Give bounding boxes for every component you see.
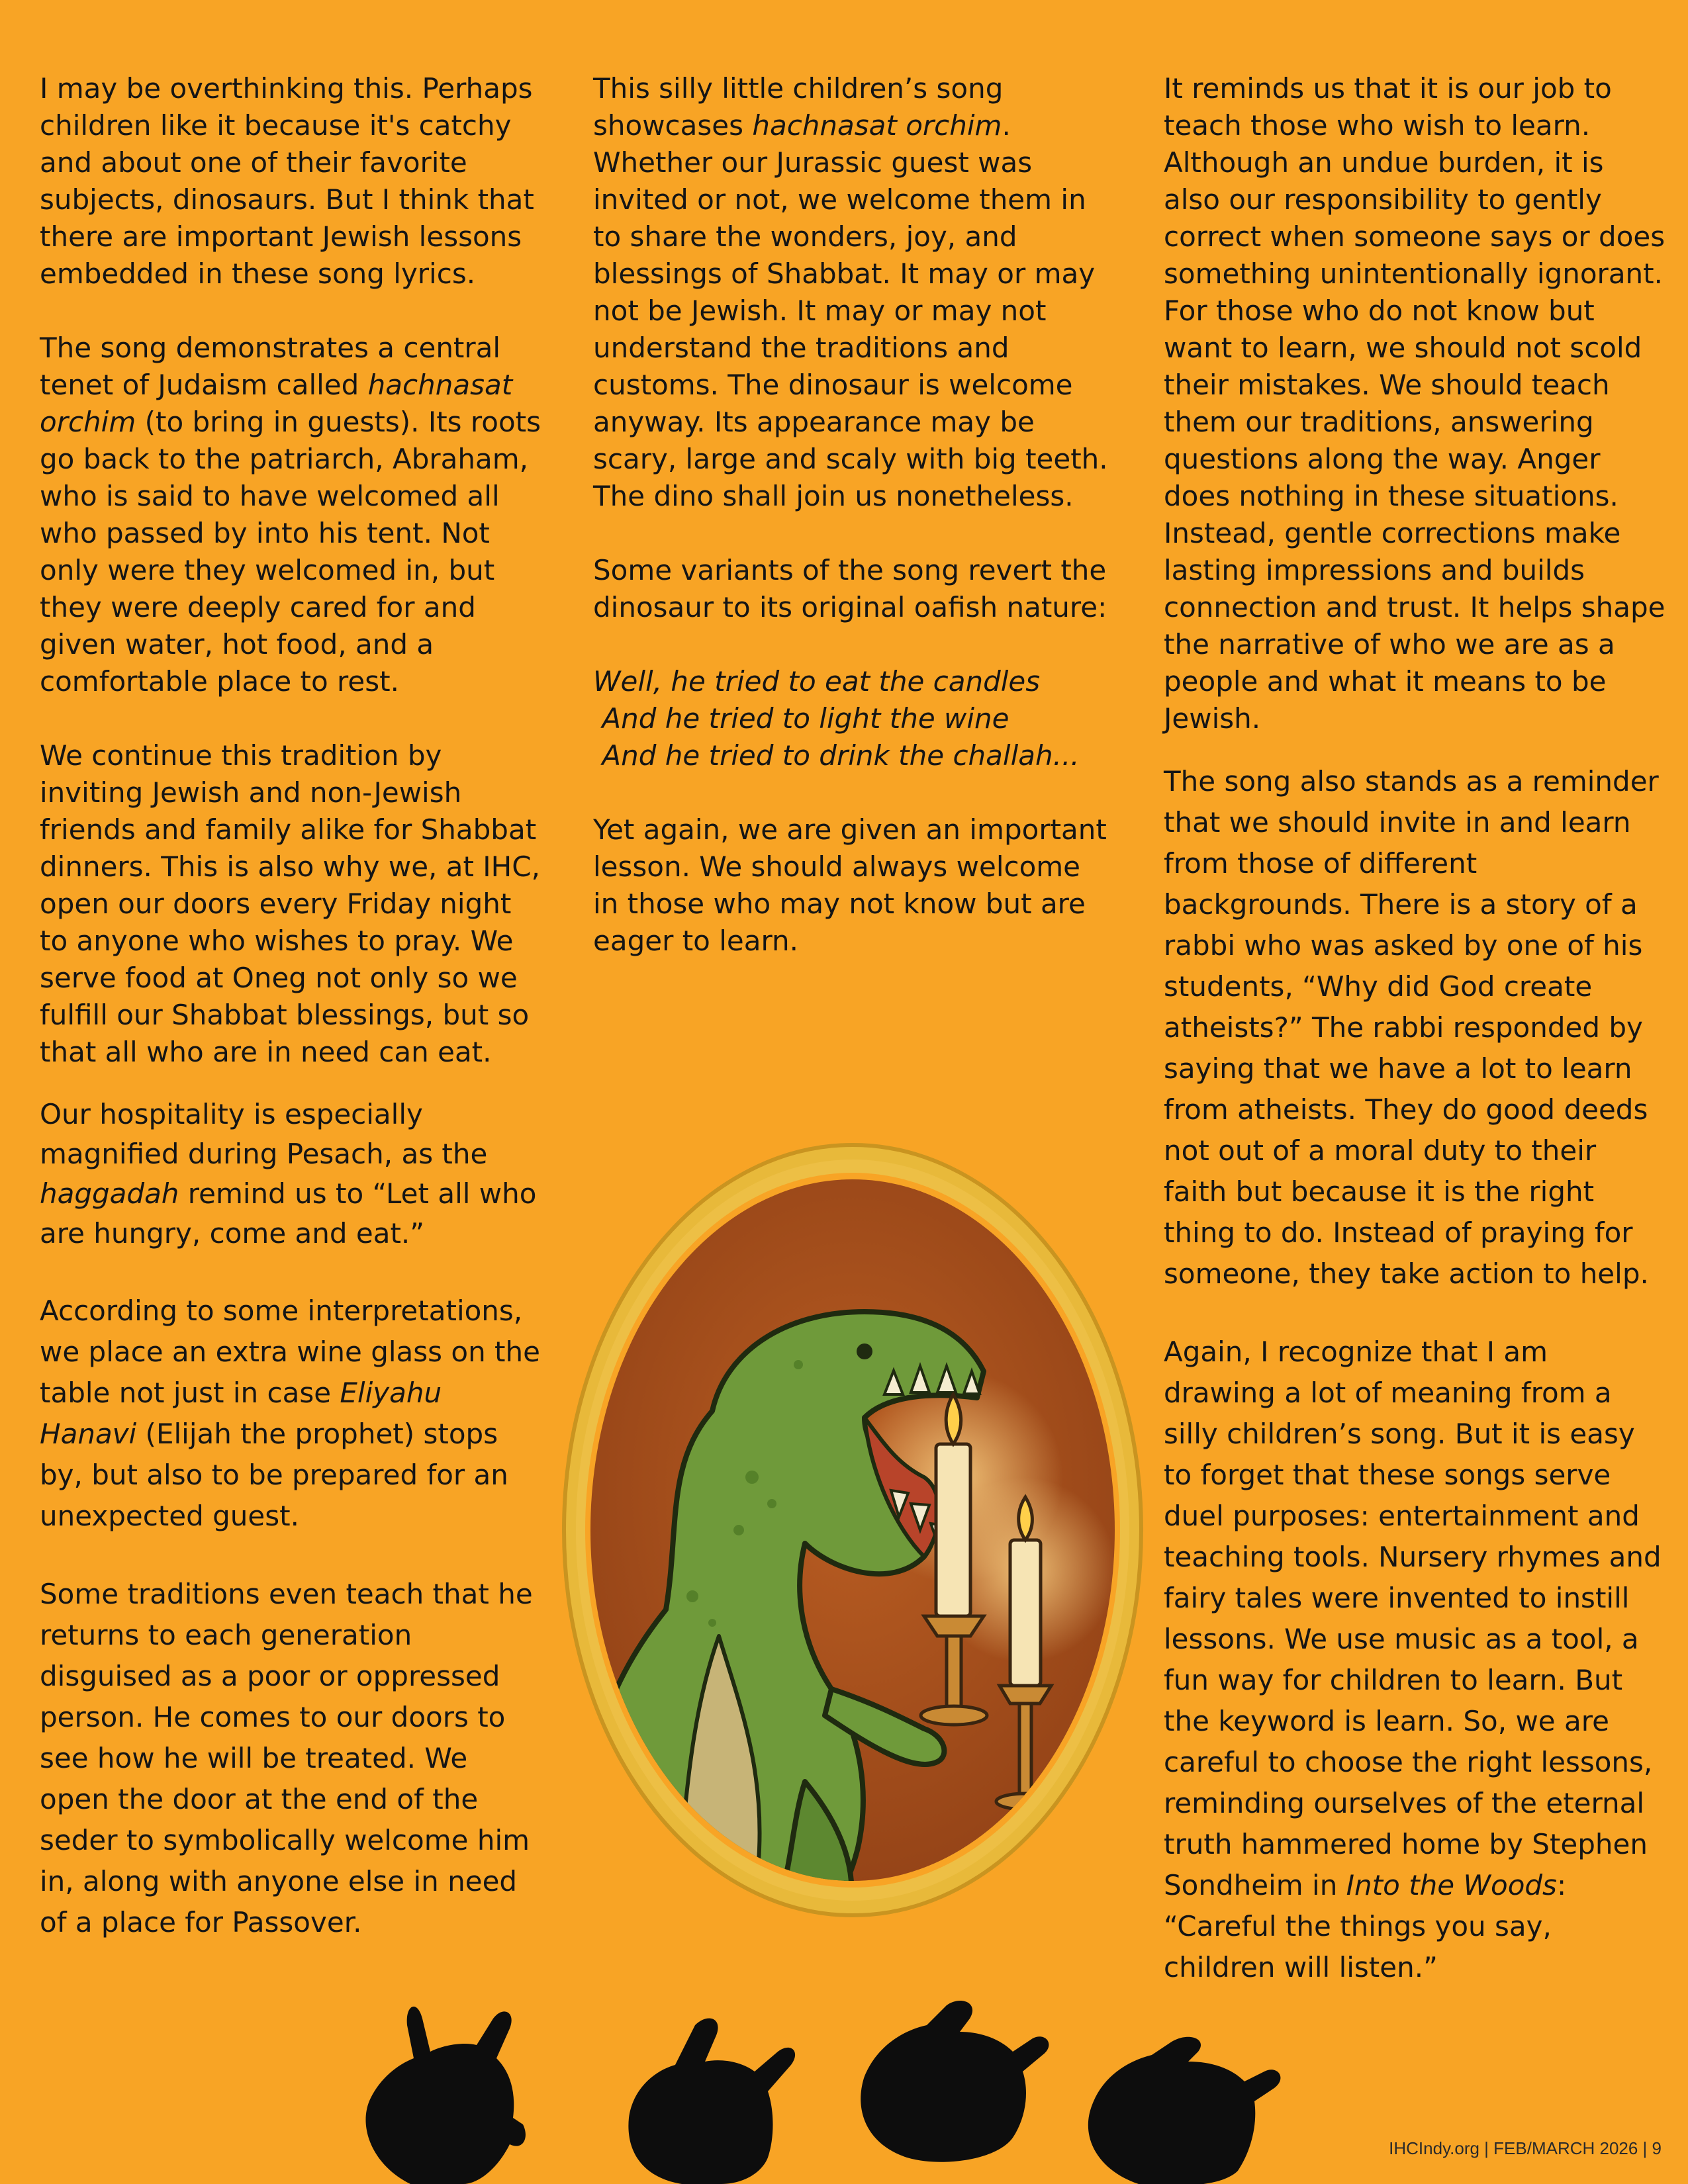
lyric-line: And he tried to drink the challah... (593, 739, 1080, 772)
column-middle (593, 70, 1109, 997)
text-run: remind us to “Let all who are hungry, come and eat.” (40, 1177, 537, 1250)
text-run: . Whether our Jurassic guest was invited or not, we welcome them in to share the wonders, joy, and blessings of Shabbat. It may or may not be Jewish. It may or may not understand the traditions and customs. The dinosaur is welcome anyway. Its appearance may be scary, large and scaly with big teeth. The dino shall join us nonetheless. (593, 109, 1108, 512)
paragraph: I may be overthinking this. Perhaps children like it because it's catchy and about one of their favorite subjects, dinosaurs. But I think that there are important Jewish lessons embedded in these song lyrics. (40, 72, 534, 290)
paragraph: Some traditions even teach that he returns to each generation disguised as a poor or oppressed person. He comes to our doors to see how he will be treated. We open the door at the end of the seder to symbolically welcome him in, along with anyone else in need of a place for Passover. (40, 1578, 533, 1938)
eye (857, 1343, 872, 1359)
text-run: Again, I recognize that I am drawing a lot of meaning from a silly children’s song. But it is easy to forget that these songs serve duel purposes: entertainment and teaching tools. Nursery rhymes and fairy tales were invented to instill lessons. We use music as a tool, a fun way for children to learn. But the keyword is learn. So, we are careful to choose the right lessons, reminding ourselves of the eternal truth hammered home by Stephen Sondheim in (1164, 1336, 1662, 1901)
italic-term: Eliyahu Hanavi (40, 1377, 442, 1450)
paragraph (40, 1095, 543, 1253)
paragraph (40, 1291, 543, 1537)
dinosaur-illustration (553, 1133, 1152, 1927)
italic-term: haggadah (40, 1177, 179, 1210)
paragraph (593, 70, 1109, 515)
paragraph: Yet again, we are given an important lesson. We should always welcome in those who may not know but are eager to learn. (593, 813, 1107, 957)
text-run: (Elijah the prophet) stops by, but also to be prepared for an unexpected guest. (40, 1418, 508, 1532)
text-run: : “Careful the things you say, children will listen.” (1164, 1869, 1567, 1983)
text-run: This silly little children’s song showcases (593, 72, 1004, 142)
dino-footprint-icon (1088, 2037, 1281, 2184)
page-footer: IHCIndy.org | FEB/MARCH 2026 | 9 (1389, 2138, 1662, 2158)
italic-term: hachnasat orchim (40, 369, 513, 438)
text-run: According to some interpretations, we place an extra wine glass on the table not just in case (40, 1295, 540, 1409)
column-right (1164, 70, 1667, 2025)
dino-footprint-icon (628, 2019, 795, 2184)
lyric-line: And he tried to light the wine (593, 702, 1009, 735)
paragraph: The song also stands as a reminder that we should invite in and learn from those of different backgrounds. There is a story of a rabbi who was asked by one of his students, “Why did God create atheists?” The rabbi responded by saying that we have a lot to learn from atheists. They do good deeds not out of a moral duty to their faith but because it is the right thing to do. Instead of praying for someone, they take action to help. (1164, 765, 1659, 1290)
dino-footprint-icon (861, 2001, 1049, 2162)
dino-footprint-icon (366, 2007, 526, 2184)
italic-term: Into the Woods (1346, 1869, 1557, 1901)
song-lyrics (593, 663, 1109, 774)
text-run: The song demonstrates a central tenet of Judaism called (40, 332, 501, 401)
text-run: (to bring in guests). Its roots go back to the patriarch, Abraham, who is said to have welcomed all who passed by into his tent. Not only were they welcomed in, but they were deeply cared for and given water, hot food, and a comfortable place to rest. (40, 406, 541, 698)
paragraph: We continue this tradition by inviting Jewish and non-Jewish friends and family alike for Shabbat dinners. This is also why we, at IHC, open our doors every Friday night to anyone who wishes to pray. We serve food at Oneg not only so we fulfill our Shabbat blessings, but so that all who are in need can eat. (40, 739, 540, 1068)
text-run: Our hospitality is especially magnified during Pesach, as the (40, 1098, 488, 1170)
paragraph (40, 330, 543, 700)
paragraph (1164, 1332, 1667, 1988)
italic-term: hachnasat orchim (752, 109, 1002, 142)
paragraph: It reminds us that it is our job to teach those who wish to learn. Although an undue burden, it is also our responsibility to gently correct when someone says or does something unintentionally ignorant. For those who do not know but want to learn, we should not scold their mistakes. We should teach them our traditions, answering questions along the way. Anger does nothing in these situations. Instead, gentle corrections make lasting impressions and builds connection and trust. It helps shape the narrative of who we are as a people and what it means to be Jewish. (1164, 72, 1665, 735)
lyric-line: Well, he tried to eat the candles (593, 665, 1041, 698)
paragraph: Some variants of the song revert the dinosaur to its original oafish nature: (593, 554, 1107, 623)
column-left (40, 70, 543, 1980)
